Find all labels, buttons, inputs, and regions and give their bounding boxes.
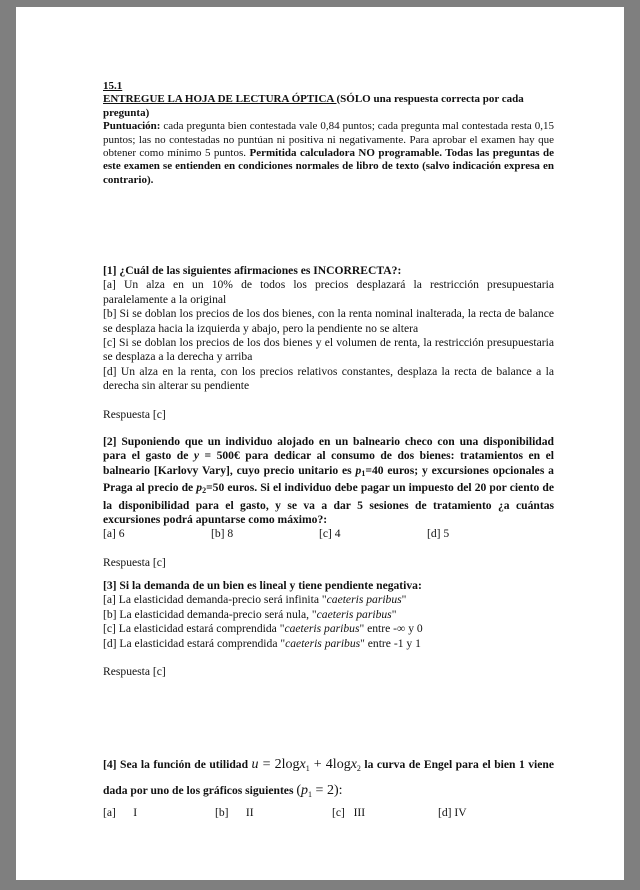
title-text: [4] Sea la función de utilidad	[103, 758, 252, 771]
answer: Respuesta [c]	[103, 555, 166, 569]
answer: Respuesta [c]	[103, 665, 166, 679]
formula-sub2: 2	[356, 764, 361, 773]
var-y: y	[193, 449, 200, 463]
title-text: [2] Suponiendo que un individuo alojado en un balneario checo con una disponibilidad para el gasto de	[103, 435, 554, 463]
exam-content	[103, 80, 555, 819]
instructions	[103, 93, 554, 120]
option-text: "	[401, 593, 407, 607]
option-d: [d] 5	[427, 527, 450, 541]
title-text: la curva de Engel para el bien 1 viene dada por uno de los gráficos siguientes	[103, 758, 555, 797]
option-c: [c] Si se doblan los precios de los dos bienes y el volumen de renta, la restricción presupuestaria se desplaza a la derecha y arriba	[103, 336, 554, 364]
option-italic: caeteris paribus	[284, 622, 360, 636]
scoring-paragraph	[103, 120, 554, 187]
sub-2: 2	[202, 486, 207, 496]
option-a	[103, 593, 554, 607]
formula-text: + 4log	[309, 757, 351, 772]
option-text: " entre -∞ y 0	[359, 622, 423, 636]
formula-sub1: 1	[305, 764, 310, 773]
instruction-underlined: ENTREGUE LA HOJA DE LECTURA ÓPTICA	[103, 93, 337, 106]
question-4	[103, 754, 554, 820]
option-b: [b] Si se doblan los precios de los dos bienes, con la renta nominal inalterada, la recta de balance se desplaza hacia la izquierda y abajo, pero la pendiente no se altera	[103, 307, 554, 335]
question-title	[103, 435, 554, 527]
title-text: =40 euros; y excursiones opcionales a Praga al precio de	[103, 463, 554, 495]
formula-x1: x	[299, 757, 306, 772]
price-condition	[296, 783, 342, 798]
scoring-label: Puntuación:	[103, 120, 161, 133]
option-c: [c] III	[332, 806, 366, 819]
option-b	[103, 608, 554, 622]
cond-text: (	[296, 783, 302, 798]
question-1	[103, 264, 554, 422]
cond-p: p	[301, 783, 309, 798]
formula-text: = 2log	[258, 757, 300, 772]
question-title: [1] ¿Cuál de las siguientes afirmaciones es INCORRECTA?:	[103, 264, 402, 277]
sub-1: 1	[361, 468, 366, 478]
option-d: [d] IV	[438, 806, 467, 819]
formula-x2: x	[350, 757, 357, 772]
scoring-text: cada pregunta bien contestada vale 0,84 puntos; cada pregunta mal contestada resta 0,15 puntos; las no contestadas no puntúan ni positiva ni negativamente. Para aprobar el examen hay que obtener como mínimo 5 puntos.	[103, 120, 554, 160]
option-text: [a] La elasticidad demanda-precio será infinita "	[103, 593, 327, 607]
option-text: [d] La elasticidad estará comprendida "	[103, 636, 286, 650]
document-page	[16, 7, 624, 880]
exam-header	[103, 80, 554, 187]
option-text: [b] La elasticidad demanda-precio será nula, "	[103, 607, 317, 621]
options-row	[103, 806, 554, 820]
option-text: "	[391, 607, 397, 621]
cond-colon: :	[338, 783, 343, 798]
option-text: [c] La elasticidad estará comprendida "	[103, 622, 285, 636]
cond-sub: 1	[308, 790, 313, 799]
option-d: [d] Un alza en la renta, con los precios relativos constantes, desplaza la recta de balance a la derecha sin alterar su pendiente	[103, 364, 554, 393]
option-a: [a] 6	[103, 527, 125, 541]
option-text: " entre -1 y 1	[360, 636, 421, 650]
var-p1: p	[355, 463, 362, 477]
title-text: = 500€ para dedicar al consumo de dos bienes: tratamientos en el balneario [Karlovy Vary], cuyo precio unitario es	[103, 449, 554, 477]
option-a: [a] Un alza en un 10% de todos los precios desplazará la restricción presupuestaria paralelamente a la original	[103, 278, 554, 306]
question-title: [3] Si la demanda de un bien es lineal y tiene pendiente negativa:	[103, 579, 422, 592]
scoring-bold: Permitida calculadora NO programable. Todas las preguntas de este examen se entienden en condiciones normales de libro de texto (salvo indicación expresa en contrario).	[103, 147, 554, 186]
option-b: [b] 8	[211, 527, 234, 541]
option-italic: caeteris paribus	[316, 607, 392, 621]
options-row	[103, 527, 554, 541]
option-b: [b] II	[215, 806, 254, 819]
question-3	[103, 579, 554, 679]
utility-formula	[252, 757, 361, 772]
option-c: [c] 4	[319, 527, 341, 541]
option-italic: caeteris paribus	[326, 593, 402, 607]
option-italic: caeteris paribus	[285, 636, 361, 650]
question-title	[103, 754, 554, 806]
option-d	[103, 637, 554, 651]
var-p2: p	[196, 481, 203, 495]
formula-u: u	[251, 757, 259, 772]
question-2	[103, 435, 554, 570]
cond-text: = 2)	[312, 783, 339, 798]
option-a: [a] I	[103, 806, 138, 819]
instruction-rest: (SÓLO una respuesta correcta por cada pregunta)	[103, 93, 524, 119]
option-c	[103, 622, 554, 636]
answer: Respuesta [c]	[103, 407, 166, 421]
exam-code: 15.1	[103, 80, 123, 92]
title-text: =50 euros. Si el individuo debe pagar un impuesto del 20 por ciento de la disponibilidad para el gasto, y se va a dar 5 sesiones de tratamiento ¿a cuántas excursiones podrá apuntarse como máximo?:	[103, 481, 554, 527]
